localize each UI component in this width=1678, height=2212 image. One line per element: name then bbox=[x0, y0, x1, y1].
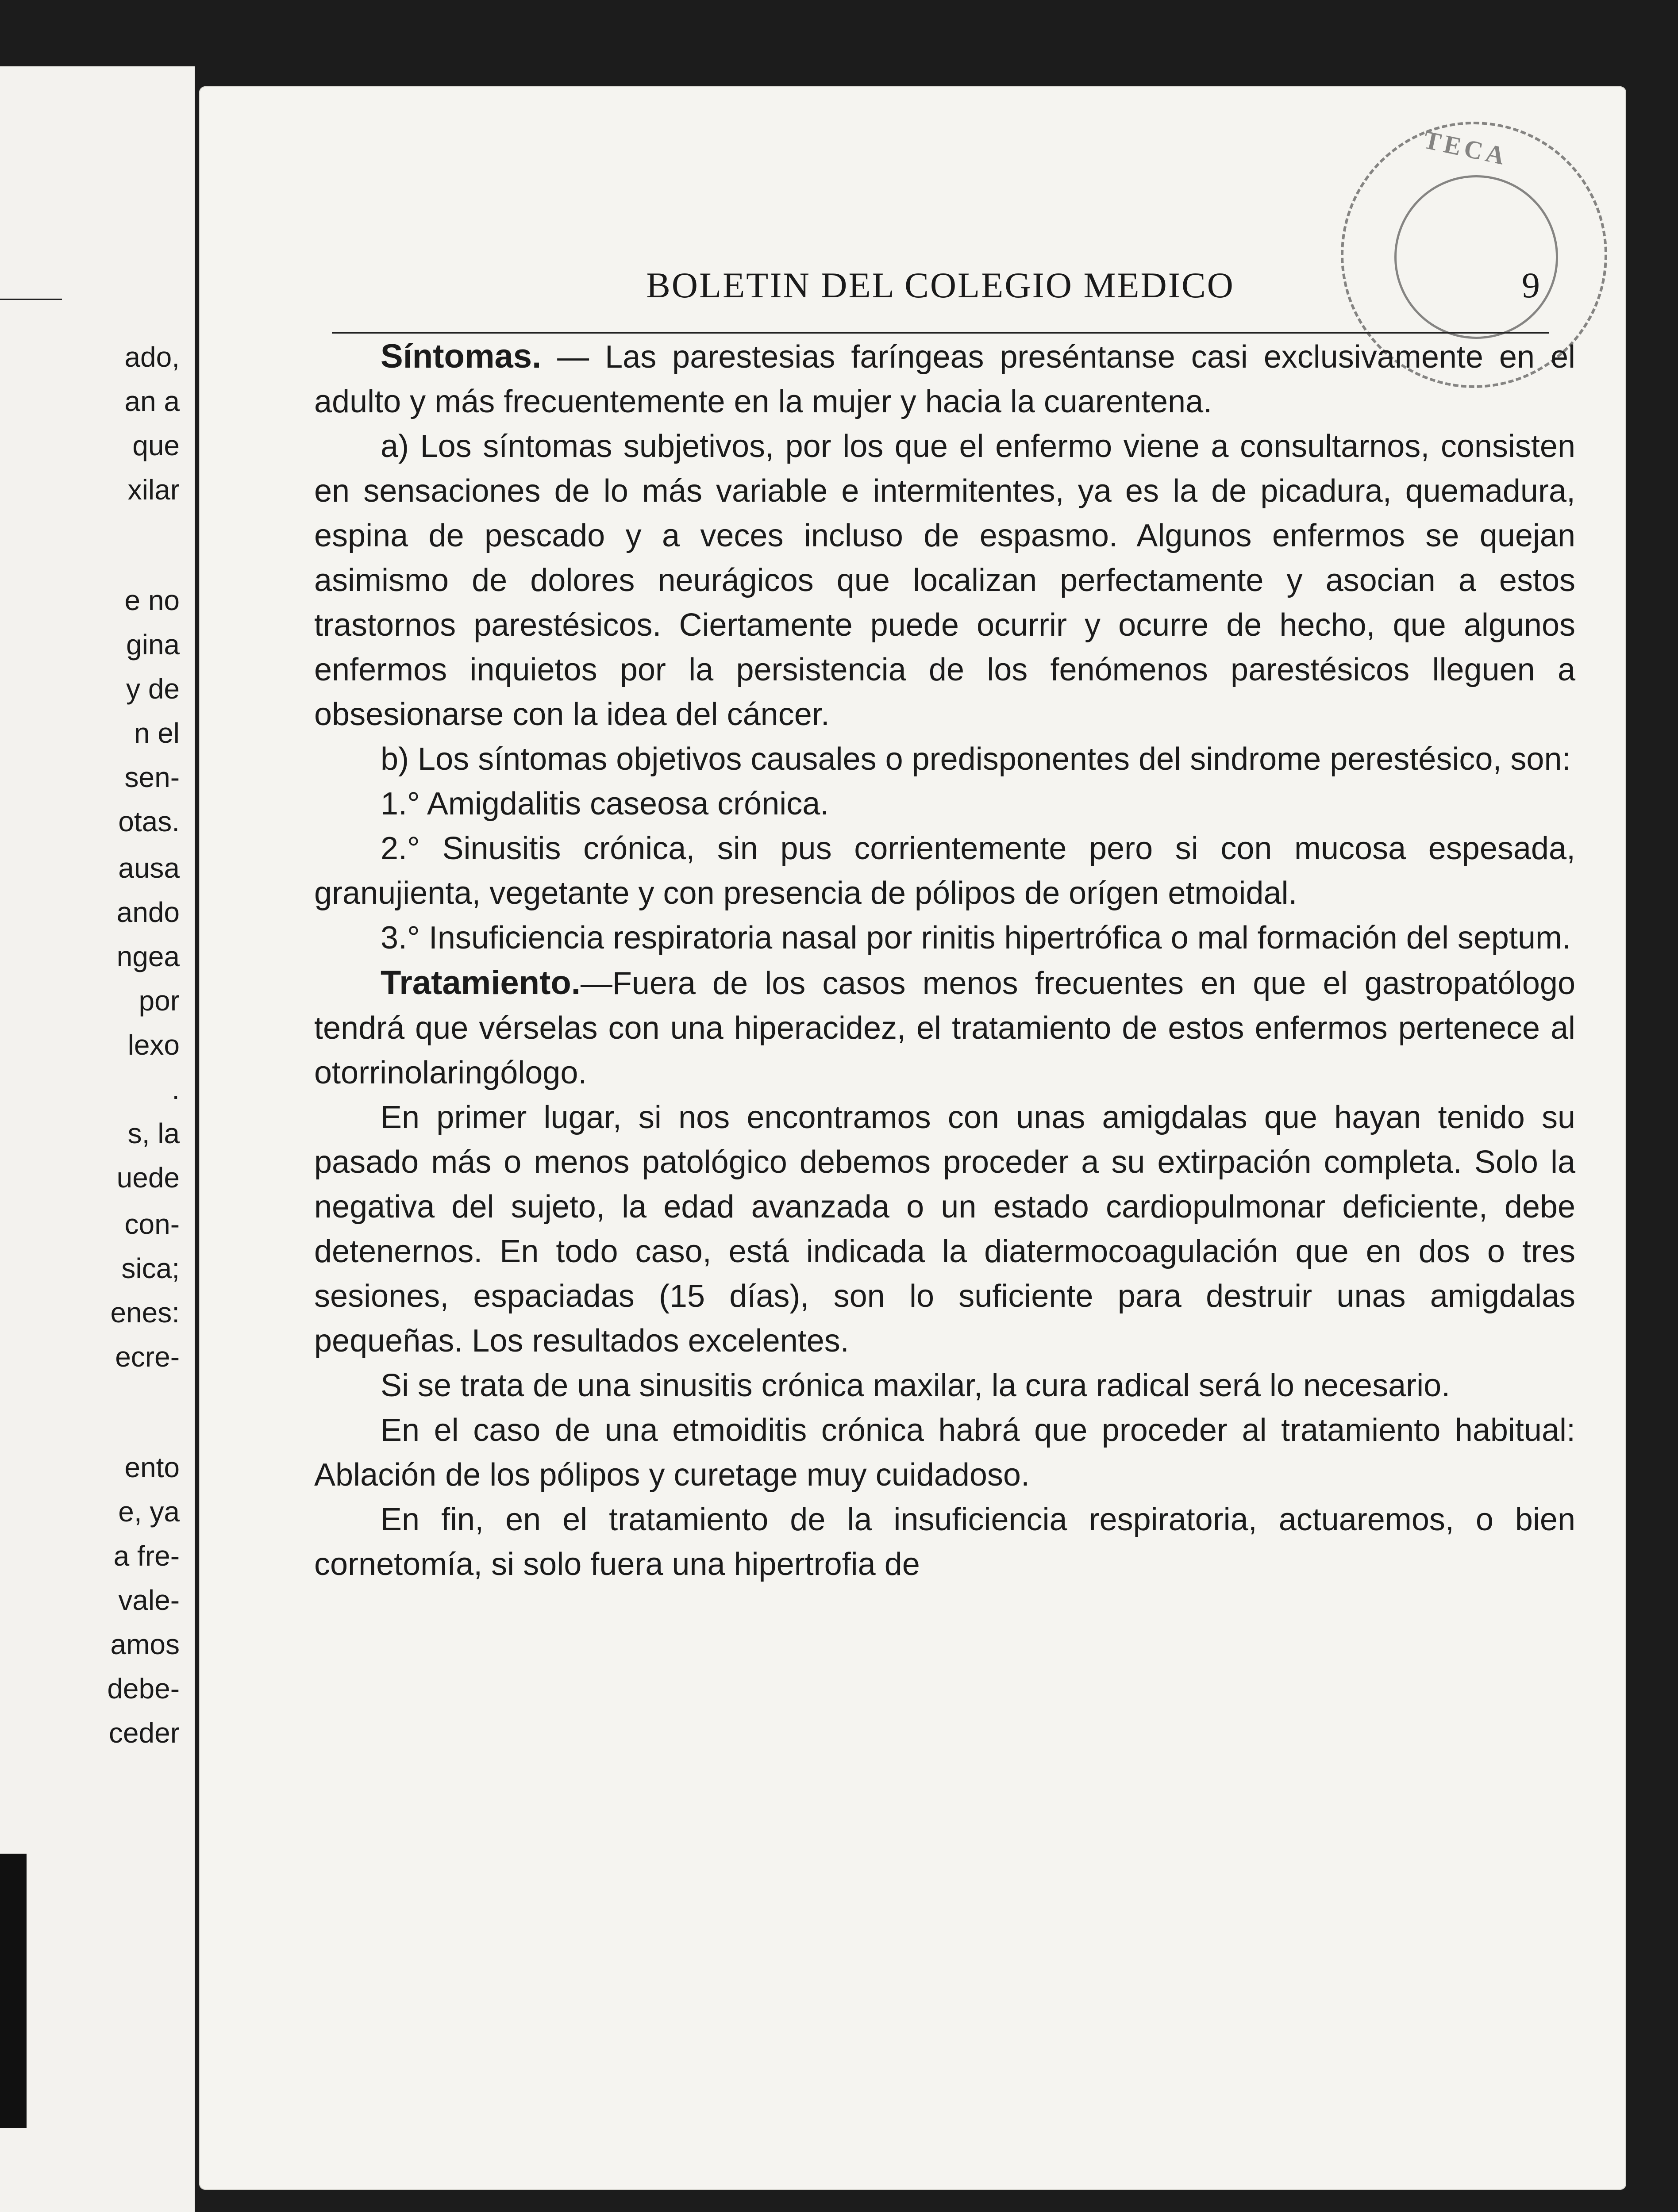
stamp-text: TECA bbox=[1421, 125, 1511, 171]
facing-line: s, la bbox=[127, 1118, 180, 1149]
list-item-3: 3.° Insuficiencia respiratoria nasal por rinitis hipertrófica o mal formación del septum. bbox=[381, 920, 1571, 956]
facing-line: y de bbox=[126, 673, 180, 705]
facing-line: gina bbox=[126, 629, 180, 661]
paragraph-etmoiditis: En el caso de una etmoiditis crónica habrá que proceder al tratamiento habitual: Ablación de los pólipos y curetage muy cuidadoso. bbox=[314, 1413, 1575, 1493]
paragraph-text: —Fuera de los casos menos frecuentes en que el gastropatólogo tendrá que vérselas con una hiperacidez, el tratamiento de estos enfermos pertenece al otorrinolaringólogo. bbox=[314, 966, 1575, 1091]
paragraph-sinusitis: Si se trata de una sinusitis crónica maxilar, la cura radical será lo necesario. bbox=[381, 1368, 1451, 1403]
facing-line: por bbox=[139, 985, 180, 1017]
paragraph-amigdalas: En primer lugar, si nos encontramos con unas amigdalas que hayan tenido su pasado más o menos patológico debemos proceder a su extirpación completa. Solo la negativa del sujeto, la edad avanzada o un estado cardiopulmonar deficiente, debe detenernos. En todo caso, está indicada la diatermocoagulación que en dos o tres sesiones, espaciadas (15 días), son lo suficiente para destruir unas amigdalas pequeñas. Los resultados excelentes. bbox=[314, 1100, 1575, 1359]
facing-line: debe- bbox=[107, 1673, 180, 1705]
facing-line: sica; bbox=[121, 1252, 180, 1284]
facing-line: lexo bbox=[127, 1029, 180, 1061]
section-heading-tratamiento: Tratamiento. bbox=[381, 964, 581, 1002]
article-body bbox=[314, 334, 1575, 1587]
facing-page-rule bbox=[0, 299, 62, 300]
page-number: 9 bbox=[1522, 265, 1540, 305]
facing-line: amos bbox=[110, 1628, 180, 1660]
facing-line: ngea bbox=[116, 941, 180, 972]
paragraph-text: — Las parestesias faríngeas preséntanse casi exclusivamente en el adulto y más frecuentemente en la mujer y hacia la cuarentena. bbox=[314, 339, 1575, 419]
paragraph-tratamiento bbox=[314, 960, 1575, 1095]
facing-line: an a bbox=[124, 385, 180, 417]
facing-line: ecre- bbox=[115, 1341, 180, 1373]
facing-line: otas. bbox=[118, 806, 180, 837]
facing-line: uede bbox=[116, 1162, 180, 1194]
facing-line: e, ya bbox=[118, 1496, 180, 1528]
facing-line: ando bbox=[116, 896, 180, 928]
facing-line: que bbox=[132, 430, 180, 461]
journal-title: BOLETIN DEL COLEGIO MEDICO bbox=[646, 265, 1235, 305]
list-item-2: 2.° Sinusitis crónica, sin pus corrientemente pero si con mucosa espesada, granujienta, vegetante y con presencia de pólipos de orígen etmoidal. bbox=[314, 831, 1575, 911]
paragraph-objetivos: b) Los síntomas objetivos causales o predisponentes del sindrome perestésico, son: bbox=[381, 741, 1571, 777]
facing-line: ado, bbox=[124, 341, 180, 373]
document-page bbox=[199, 86, 1626, 2190]
paragraph-insuficiencia: En fin, en el tratamiento de la insuficiencia respiratoria, actuaremos, o bien cornetomía, si solo fuera una hipertrofia de bbox=[314, 1502, 1575, 1582]
facing-line: ausa bbox=[118, 852, 180, 884]
facing-line: . bbox=[172, 1073, 180, 1105]
facing-page-dark-block bbox=[0, 1854, 27, 2128]
facing-line: sen- bbox=[124, 761, 180, 793]
facing-line: vale- bbox=[118, 1584, 180, 1616]
facing-line: ceder bbox=[108, 1717, 180, 1749]
facing-line: n el bbox=[134, 717, 180, 749]
stamp-inner-ring bbox=[1394, 175, 1558, 339]
section-heading-sintomas: Síntomas. bbox=[381, 338, 542, 375]
facing-page-fragment bbox=[0, 66, 195, 2212]
paragraph-sintomas bbox=[314, 334, 1575, 424]
paragraph-subjetivos: a) Los síntomas subjetivos, por los que el enfermo viene a consultarnos, consisten en sensaciones de lo más variable e intermitentes, ya es la de picadura, quemadura, espina de pescado y a veces incluso de espasmo. Algunos enfermos se quejan asimismo de dolores neurágicos que localizan perfectamente y asocian a estos trastornos parestésicos. Ciertamente puede ocurrir y ocurre de hecho, que algunos enfermos inquietos por la persistencia de los fenómenos parestésicos lleguen a obsesionarse con la idea del cáncer. bbox=[314, 429, 1575, 732]
facing-line: enes: bbox=[110, 1297, 180, 1329]
facing-line: e no bbox=[124, 584, 180, 616]
list-item-1: 1.° Amigdalitis caseosa crónica. bbox=[381, 786, 829, 822]
facing-line: con- bbox=[124, 1208, 180, 1240]
facing-line: ento bbox=[124, 1452, 180, 1483]
facing-line: xilar bbox=[127, 474, 180, 506]
facing-line: a fre- bbox=[113, 1540, 180, 1572]
